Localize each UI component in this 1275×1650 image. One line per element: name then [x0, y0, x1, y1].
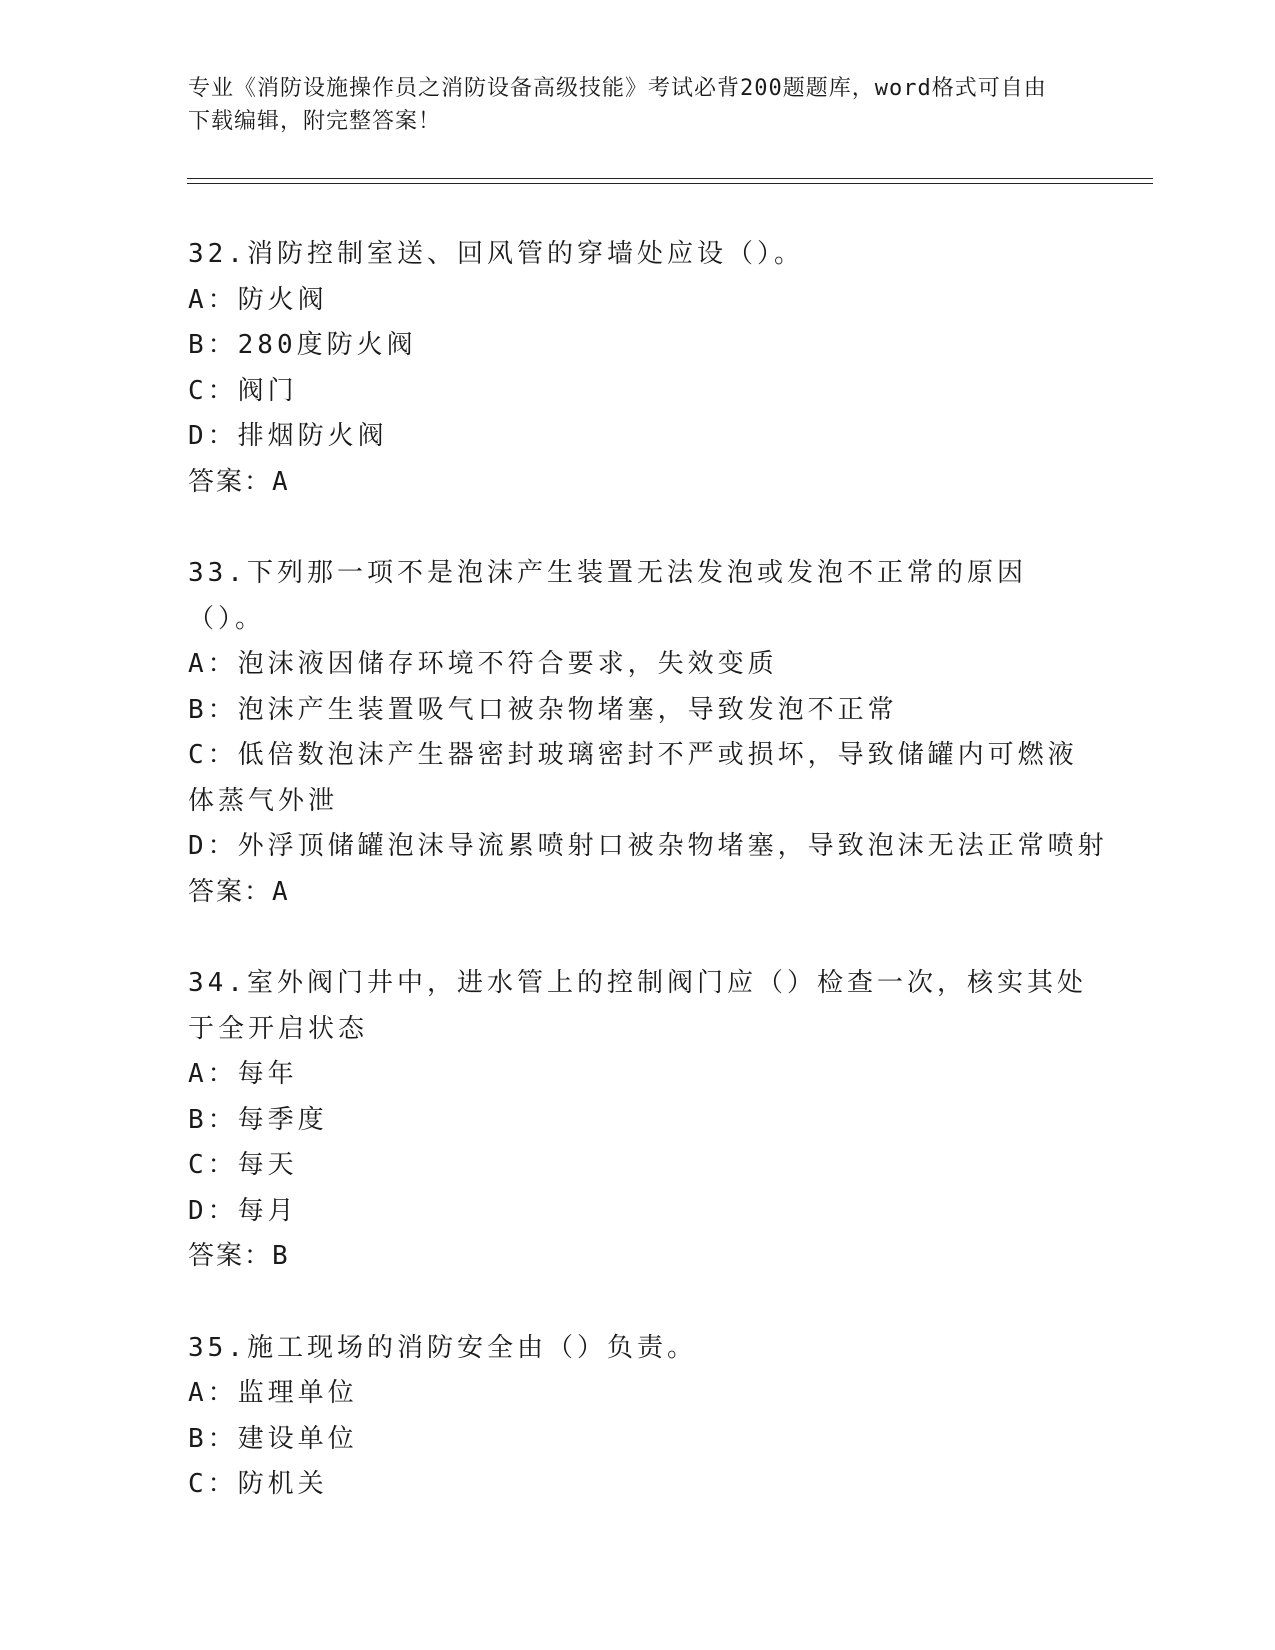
option-c: C：低倍数泡沫产生器密封玻璃密封不严或损坏，导致储罐内可燃液体蒸气外泄 [188, 740, 1078, 816]
option-b: B：每季度 [188, 1104, 328, 1135]
answer-value: A [272, 466, 289, 497]
option-d: D：每月 [188, 1195, 298, 1226]
question-32 [188, 232, 1088, 505]
question-stem: 32.消防控制室送、回风管的穿墙处应设（）。 [188, 239, 804, 269]
header-divider-bottom [187, 183, 1153, 184]
option-c: C：每天 [188, 1150, 298, 1180]
answer-line [188, 870, 1088, 916]
answer-line [188, 460, 1088, 506]
option-a: A：泡沫液因储存环境不符合要求，失效变质 [188, 649, 778, 679]
question-33 [188, 551, 1108, 915]
option-d: D：外浮顶储罐泡沫导流累喷射口被杂物堵塞，导致泡沫无法正常喷射 [188, 831, 1108, 861]
option-a: A：每年 [188, 1059, 298, 1089]
option-a: A：防火阀 [188, 284, 328, 315]
option-c: C：阀门 [188, 375, 298, 406]
answer-label: 答案： [188, 1241, 273, 1271]
answer-label: 答案： [188, 876, 273, 907]
header-divider-top [187, 178, 1153, 179]
option-a: A：监理单位 [188, 1378, 358, 1408]
answer-line [188, 1234, 1088, 1280]
answer-value: B [272, 1241, 289, 1271]
question-stem: 34.室外阀门井中，进水管上的控制阀门应（）检查一次，核实其处于全开启状态 [188, 968, 1087, 1044]
answer-value: A [272, 876, 289, 907]
option-b: B：建设单位 [188, 1423, 358, 1454]
question-list [188, 232, 1108, 1554]
question-stem: 33.下列那一项不是泡沫产生装置无法发泡或发泡不正常的原因（）。 [188, 558, 1027, 634]
answer-label: 答案： [188, 466, 273, 497]
document-header: 专业《消防设施操作员之消防设备高级技能》考试必背200题题库，word格式可自由下载编辑，附完整答案！ [188, 76, 1047, 134]
option-c: C：防机关 [188, 1469, 328, 1499]
option-b: B：280度防火阀 [188, 330, 417, 360]
question-34 [188, 961, 1088, 1280]
question-35 [188, 1326, 1088, 1508]
option-d: D：排烟防火阀 [188, 421, 388, 451]
question-stem: 35.施工现场的消防安全由（）负责。 [188, 1332, 697, 1363]
option-b: B：泡沫产生装置吸气口被杂物堵塞，导致发泡不正常 [188, 694, 898, 725]
